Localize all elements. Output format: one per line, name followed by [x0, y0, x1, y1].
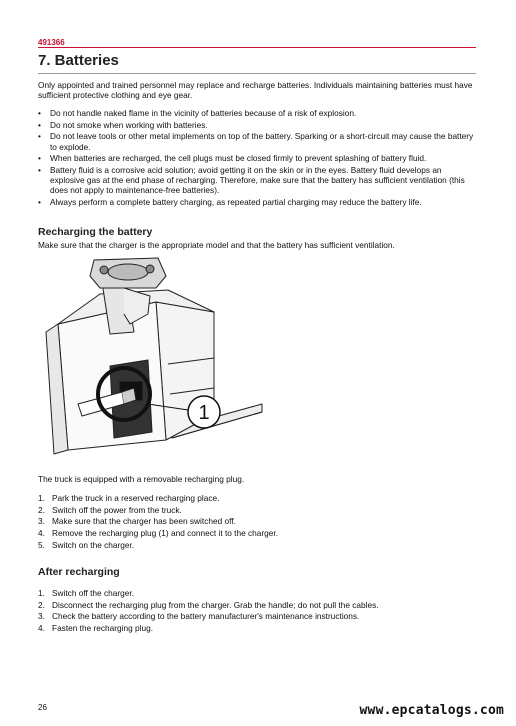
step-number: 3.	[38, 611, 45, 622]
step-text: Disconnect the recharging plug from the charger. Grab the handle; do not pull the cables.	[52, 599, 379, 610]
step-number: 5.	[38, 539, 45, 550]
step-text: Check the battery according to the battery manufacturer's maintenance instructions.	[52, 611, 360, 622]
step-number: 4.	[38, 528, 45, 539]
step-item	[38, 516, 476, 526]
section-title: 7. Batteries	[38, 52, 119, 69]
safety-bullet: • Do not leave tools or other metal implements on top of the battery. Sparking or a short-circuit may cause the battery to explode.	[38, 131, 476, 151]
step-text: Switch off the power from the truck.	[52, 504, 182, 515]
watermark: www.epcatalogs.com	[359, 703, 504, 718]
page-number: 26	[38, 703, 47, 712]
step-item	[38, 623, 476, 633]
step-item	[38, 588, 476, 598]
truck-recharging-illustration	[38, 254, 264, 466]
step-item	[38, 528, 476, 538]
step-text: Switch on the charger.	[52, 539, 135, 550]
step-text: Make sure that the charger has been switched off.	[52, 516, 236, 527]
step-number: 2.	[38, 599, 45, 610]
intro-paragraph: Only appointed and trained personnel may replace and recharge batteries. Individuals maintaining batteries must have sufficient protective clothing and eye gear.	[38, 80, 473, 101]
charger-note: Make sure that the charger is the appropriate model and that the battery has sufficient ventilation.	[38, 240, 395, 250]
recharging-heading: Recharging the battery	[38, 226, 153, 238]
header-rule	[38, 47, 476, 48]
step-number: 1.	[38, 588, 45, 598]
after-recharging-heading: After recharging	[38, 566, 120, 578]
step-number: 1.	[38, 493, 45, 503]
after-recharging-steps	[38, 588, 476, 635]
step-number: 3.	[38, 516, 45, 527]
step-text: Remove the recharging plug (1) and connect it to the charger.	[52, 528, 278, 539]
document-code: 491366	[38, 38, 65, 47]
step-item	[38, 600, 476, 610]
safety-bullet: • Do not smoke when working with batteries.	[38, 120, 476, 130]
recharging-steps	[38, 493, 476, 552]
step-item	[38, 540, 476, 550]
safety-bullet: • Do not handle naked flame in the vicinity of batteries because of a risk of explosion.	[38, 108, 476, 118]
callout-number: 1	[198, 402, 210, 424]
removable-plug-note: The truck is equipped with a removable recharging plug.	[38, 474, 245, 484]
step-text: Fasten the recharging plug.	[52, 623, 154, 634]
step-number: 2.	[38, 504, 45, 515]
step-item	[38, 505, 476, 515]
safety-bullet: • Battery fluid is a corrosive acid solution; avoid getting it on the skin or in the eyes. Battery fluid develops an explosive gas at the end phase of recharging. Therefore, make sure that the battery has sufficient ventilation (this does not apply to maintenance-free batteries).	[38, 165, 476, 196]
step-item	[38, 611, 476, 621]
step-text: Park the truck in a reserved recharging place.	[52, 493, 220, 503]
step-number: 4.	[38, 623, 45, 634]
step-text: Switch off the charger.	[52, 588, 134, 598]
safety-bullet-list	[38, 108, 476, 209]
step-item	[38, 493, 476, 503]
safety-bullet: • Always perform a complete battery charging, as repeated partial charging may reduce the battery life.	[38, 197, 476, 207]
title-rule	[38, 73, 476, 74]
safety-bullet: • When batteries are recharged, the cell plugs must be closed firmly to prevent splashing of battery fluid.	[38, 153, 476, 163]
